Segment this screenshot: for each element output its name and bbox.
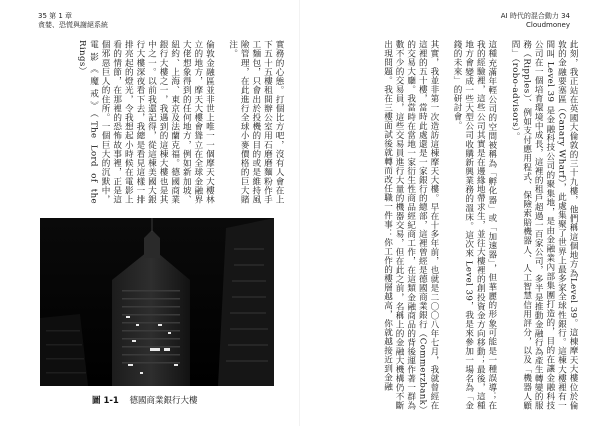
right-page-number: 34 [561,12,570,20]
figure-number: 圖 1-1 [92,396,119,406]
figure-caption [92,394,198,406]
left-running-head [38,12,108,30]
right-running-head [501,12,570,30]
left-chapter-title: 貪婪、恐慌與謝絕系統 [38,21,108,29]
right-book-title: AI 時代的混合動力 [500,12,559,20]
skyscraper-photo [40,218,274,386]
right-book-subtitle: Cloudmoney [526,21,570,29]
right-page [300,0,600,426]
left-body-text: 實務的心態。打個比方吧，沒有人會在上下五十五樓租間辦公室用石磨磨麵粉作手工麵包，只會出於投機的目的或是維持風險管理，在此進行全球小麥價格的巨大賭注。 倫敦金融區並非世上唯一一個摩天大樓林立的地方，摩天大樓會聳立在全球金融界大佬想象得到的任何地方，例如新加坡、紐約、上海、東京及法蘭克福。德國商業銀行大樓之一，我遇到的這棟大樓也是其中之一。以前我還記得，從這棟美國大銀行大樓深夜看下去，我總是看見這樣一排排亮起的燈光，令我想起小時候在電影上看的情節，在那裡的恐怖故事裡，正是這個邪惡巨人的住所。一個巨大的沉默中，電影《魔戒》（The Lord of the Rings） [76,40,284,204]
figure-caption-text: 德國商業銀行大樓 [129,396,198,406]
left-page-number: 35 [38,12,47,20]
left-chapter-label: 第 1 章 [49,12,73,20]
right-body-text: 此刻，我正站在英國大倫敦的三十九樓，他們稱這個地方為Level 39。這棟摩天大樓位於倫敦的金融要塞區（Canary Wharf），此處集聚了世界上最多家全球性銀行。這棟大樓裡有一間叫 Level 39 是金融科技公司的聚集地，是由金融業內部集團打造的，目的在讓金融科技公司在一個培育環境中成長，這裡的租戶超過一百家公司，多半是推動金融行為產生轉變的服務（Ripples）、例如支付應用程式、保險索賠機器人、人工智慧信用評分，以及「機器人顧問」（robo-advisors）。 這種充滿年輕公司的空間被稱為「孵化器」或「加速器」，但華麗的形象可能是一種誤導；在我的經驗裡，這些公司其實是在邊緣地帶求生，並往大樓裡的創投資金方向移動；最後，這種地方會變成一些大型公司收購新興業務的溫床。這次來 Level 39，我是來參加一場名為「金錢的未來」的研討會。 其實，我並非第一次造訪這棟摩天大樓。早在十多年前，也就是二〇〇八年七月，我就曾經在這裡的五十樓，當時此處還是一家銀行的總部，這裡曾經是德國商業銀行（Commerzbank）的交易大廳。我當時在當地一家衍生性商品經紀商工作，在這類金融商品的背後運作著一群為數不少的交易員，這些交易員進行大量的機器交易，但在此之前，名稱上的金融大機構仍不斷出現問題。我在三樓面試後就轉而改任職一件事：你工作的樓層越高，你就越接近到金融 [382,40,578,410]
